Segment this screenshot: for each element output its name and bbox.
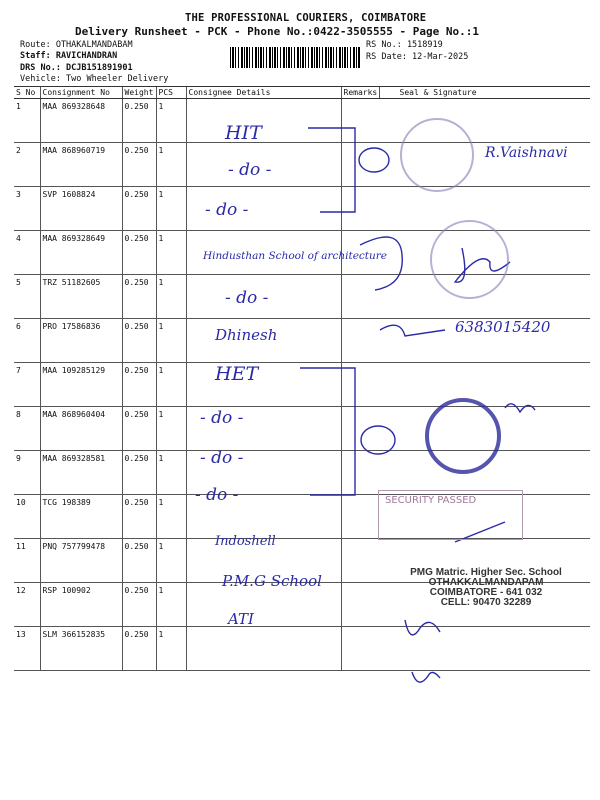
- row-weight: 0.250: [122, 583, 156, 627]
- handwriting-dhinesh: Dhinesh: [215, 326, 278, 344]
- handwriting-ditto-9: - do -: [200, 448, 244, 468]
- row-sno: 13: [14, 627, 40, 671]
- row-consignment: TRZ 51182605: [40, 275, 122, 319]
- signature-row-8: [505, 404, 535, 412]
- row-pcs: 1: [156, 495, 186, 539]
- row-consignment: RSP 100902: [40, 583, 122, 627]
- signature-row-13: [405, 620, 440, 635]
- row-sno: 2: [14, 143, 40, 187]
- col-consignee: Consignee Details: [186, 87, 341, 99]
- row-consignment: MAA 109285129: [40, 363, 122, 407]
- row-consignment: MAA 868960404: [40, 407, 122, 451]
- row-pcs: 1: [156, 627, 186, 671]
- staff-label: Staff: RAVICHANDRAN: [20, 51, 118, 61]
- handwriting-ditto-5: - do -: [225, 288, 269, 308]
- col-weight: Weight: [122, 87, 156, 99]
- pmg-school-stamp: [396, 568, 576, 608]
- row-pcs: 1: [156, 187, 186, 231]
- col-consignment: Consignment No: [40, 87, 122, 99]
- row-consignment: MAA 869328649: [40, 231, 122, 275]
- handwriting-het: HET: [215, 363, 259, 385]
- col-remarks: Remarks: [341, 87, 379, 99]
- signature-dhinesh-stroke: [380, 325, 445, 336]
- round-seal-1: [400, 118, 474, 192]
- company-title: THE PROFESSIONAL COURIERS, COIMBATORE: [185, 12, 427, 24]
- pmg-stamp-line-4: CELL: 90470 32289: [440, 597, 532, 608]
- row-weight: 0.250: [122, 143, 156, 187]
- row-pcs: 1: [156, 143, 186, 187]
- row-weight: 0.250: [122, 275, 156, 319]
- drs-number: DRS No.: DCJB151891901: [20, 63, 133, 73]
- initials-bottom: [412, 672, 440, 682]
- handwriting-hit: HIT: [225, 122, 262, 144]
- row-consignment: TCG 198389: [40, 495, 122, 539]
- row-consignment: MAA 869328581: [40, 451, 122, 495]
- handwriting-indoshell: Indoshell: [215, 534, 276, 549]
- row-pcs: 1: [156, 583, 186, 627]
- row-weight: 0.250: [122, 539, 156, 583]
- rs-date: RS Date: 12-Mar-2025: [366, 52, 469, 62]
- bracket-group-4: [300, 368, 355, 495]
- row-weight: 0.250: [122, 187, 156, 231]
- pmg-stamp-line-2: OTHAKKALMANDAPAM: [428, 577, 544, 588]
- col-sno: S No: [14, 87, 40, 99]
- row-consignment: SVP 1608824: [40, 187, 122, 231]
- handwriting-ati: ATI: [228, 610, 254, 628]
- handwriting-hindusthan: Hindusthan School of architecture: [203, 250, 388, 262]
- row-sno: 11: [14, 539, 40, 583]
- col-pcs: PCS: [156, 87, 186, 99]
- rs-number: RS No.: 1518919: [366, 40, 443, 50]
- handwriting-ditto-2: - do -: [228, 160, 272, 180]
- handwriting-pmg: P.M.G School: [222, 572, 322, 590]
- circle-4: [361, 426, 395, 454]
- route-label: Route: OTHAKALMANDABAM: [20, 40, 133, 50]
- circle-3: [359, 148, 389, 172]
- pmg-stamp-line-3: COIMBATORE - 641 032: [429, 587, 543, 598]
- row-sno: 6: [14, 319, 40, 363]
- row-sno: 8: [14, 407, 40, 451]
- row-weight: 0.250: [122, 627, 156, 671]
- pmg-stamp-line-1: PMG Matric. Higher Sec. School: [410, 567, 562, 578]
- row-pcs: 1: [156, 99, 186, 143]
- row-consignment: MAA 868960719: [40, 143, 122, 187]
- row-sno: 5: [14, 275, 40, 319]
- row-sno: 12: [14, 583, 40, 627]
- row-consignment: PRO 17586836: [40, 319, 122, 363]
- col-seal: Seal & Signature: [379, 87, 590, 99]
- row-pcs: 1: [156, 451, 186, 495]
- handwriting-phone: 6383015420: [455, 318, 551, 336]
- row-pcs: 1: [156, 231, 186, 275]
- row-weight: 0.250: [122, 451, 156, 495]
- signature-vaishnavi: R.Vaishnavi: [485, 145, 568, 161]
- row-pcs: 1: [156, 275, 186, 319]
- round-seal-2: [430, 220, 509, 299]
- handwriting-ditto-3: - do -: [205, 200, 249, 220]
- bracket-group-3: [308, 128, 355, 212]
- row-consignment: PNQ 757799478: [40, 539, 122, 583]
- row-pcs: 1: [156, 319, 186, 363]
- row-sno: 3: [14, 187, 40, 231]
- row-consignment: SLM 366152835: [40, 627, 122, 671]
- handwriting-ditto-10: - do -: [195, 485, 239, 505]
- handwriting-ditto-8: - do -: [200, 408, 244, 428]
- row-weight: 0.250: [122, 363, 156, 407]
- row-sno: 7: [14, 363, 40, 407]
- row-pcs: 1: [156, 407, 186, 451]
- row-sno: 1: [14, 99, 40, 143]
- row-weight: 0.250: [122, 99, 156, 143]
- row-consignment: MAA 869328648: [40, 99, 122, 143]
- row-weight: 0.250: [122, 407, 156, 451]
- round-seal-3: [425, 398, 501, 474]
- bracket-row-4-5: [360, 237, 402, 290]
- row-weight: 0.250: [122, 495, 156, 539]
- row-sno: 4: [14, 231, 40, 275]
- row-sno: 10: [14, 495, 40, 539]
- row-pcs: 1: [156, 363, 186, 407]
- row-sno: 9: [14, 451, 40, 495]
- security-stamp-text: SECURITY PASSED: [385, 495, 477, 506]
- security-stamp: [378, 490, 523, 540]
- row-pcs: 1: [156, 539, 186, 583]
- row-weight: 0.250: [122, 319, 156, 363]
- row-weight: 0.250: [122, 231, 156, 275]
- vehicle-label: Vehicle: Two Wheeler Delivery: [20, 74, 169, 84]
- runsheet-title: Delivery Runsheet - PCK - Phone No.:0422-3505555 - Page No.:1: [75, 25, 479, 38]
